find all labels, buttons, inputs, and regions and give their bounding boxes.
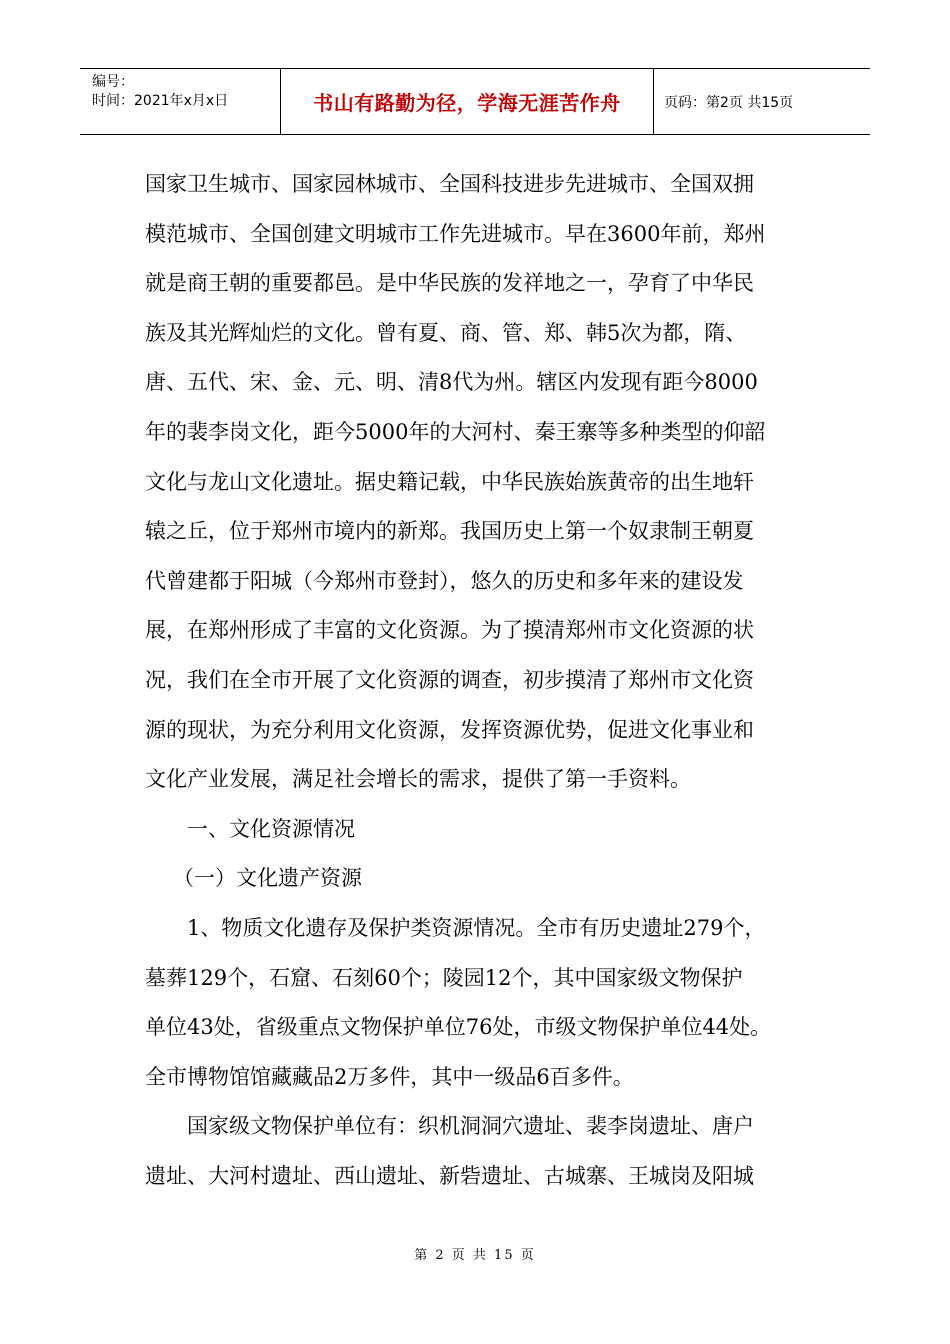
body-line: 1、物质文化遗存及保护类资源情况。全市有历史遗址279个， xyxy=(187,915,766,940)
section-heading: 一、文化资源情况 xyxy=(187,816,355,841)
body-line: 就是商王朝的重要都邑。是中华民族的发祥地之一，孕育了中华民 xyxy=(145,271,754,296)
header-motto: 书山有路勤为径，学海无涯苦作舟 xyxy=(281,69,654,134)
body-line: 单位43处，省级重点文物保护单位76处，市级文物保护单位44处。 xyxy=(145,1015,772,1040)
body-line: 唐、五代、宋、金、元、明、清8代为州。辖区内发现有距今8000 xyxy=(145,370,758,395)
body-line: 文化与龙山文化遗址。据史籍记载，中华民族始族黄帝的出生地轩 xyxy=(145,469,754,494)
body-line: 遗址、大河村遗址、西山遗址、新砦遗址、古城寨、王城岗及阳城 xyxy=(145,1163,754,1188)
body-line: 年的裴李岗文化，距今5000年的大河村、秦王寨等多种类型的仰韶 xyxy=(145,419,766,444)
body-line: 况，我们在全市开展了文化资源的调查，初步摸清了郑州市文化资 xyxy=(145,667,754,692)
body-line: 国家卫生城市、国家园林城市、全国科技进步先进城市、全国双拥 xyxy=(145,172,754,196)
body-line: 全市博物馆馆藏藏品2万多件，其中一级品6百多件。 xyxy=(145,1064,634,1089)
body-line: 源的现状，为充分利用文化资源，发挥资源优势，促进文化事业和 xyxy=(145,717,754,742)
body-line: 族及其光辉灿烂的文化。曾有夏、商、管、郑、韩5次为都，隋、 xyxy=(145,320,747,345)
header-page-info: 页码：第2页 共15页 xyxy=(664,94,794,111)
body-line: 代曾建都于阳城（今郑州市登封），悠久的历史和多年来的建设发 xyxy=(145,568,744,593)
body-line: 文化产业发展，满足社会增长的需求，提供了第一手资料。 xyxy=(145,767,691,792)
doc-number: 编号： xyxy=(92,74,134,90)
document-body xyxy=(145,160,810,1201)
body-line: 国家级文物保护单位有：织机洞洞穴遗址、裴李岗遗址、唐户 xyxy=(187,1114,754,1139)
body-line: 展，在郑州形成了丰富的文化资源。为了摸清郑州市文化资源的状 xyxy=(145,618,754,643)
body-line: 墓葬129个，石窟、石刻60个；陵园12个，其中国家级文物保护 xyxy=(145,965,743,990)
doc-time: 时间：2021年x月x日 xyxy=(92,93,229,109)
page-header xyxy=(80,68,870,135)
page-footer: 第 2 页 共 15 页 xyxy=(414,1248,536,1263)
subsection-heading: （一）文化遗产资源 xyxy=(173,866,362,891)
body-line: 辕之丘，位于郑州市境内的新郑。我国历史上第一个奴隶制王朝夏 xyxy=(145,519,754,544)
body-line: 模范城市、全国创建文明城市工作先进城市。早在3600年前，郑州 xyxy=(145,221,766,246)
header-meta xyxy=(80,69,281,134)
